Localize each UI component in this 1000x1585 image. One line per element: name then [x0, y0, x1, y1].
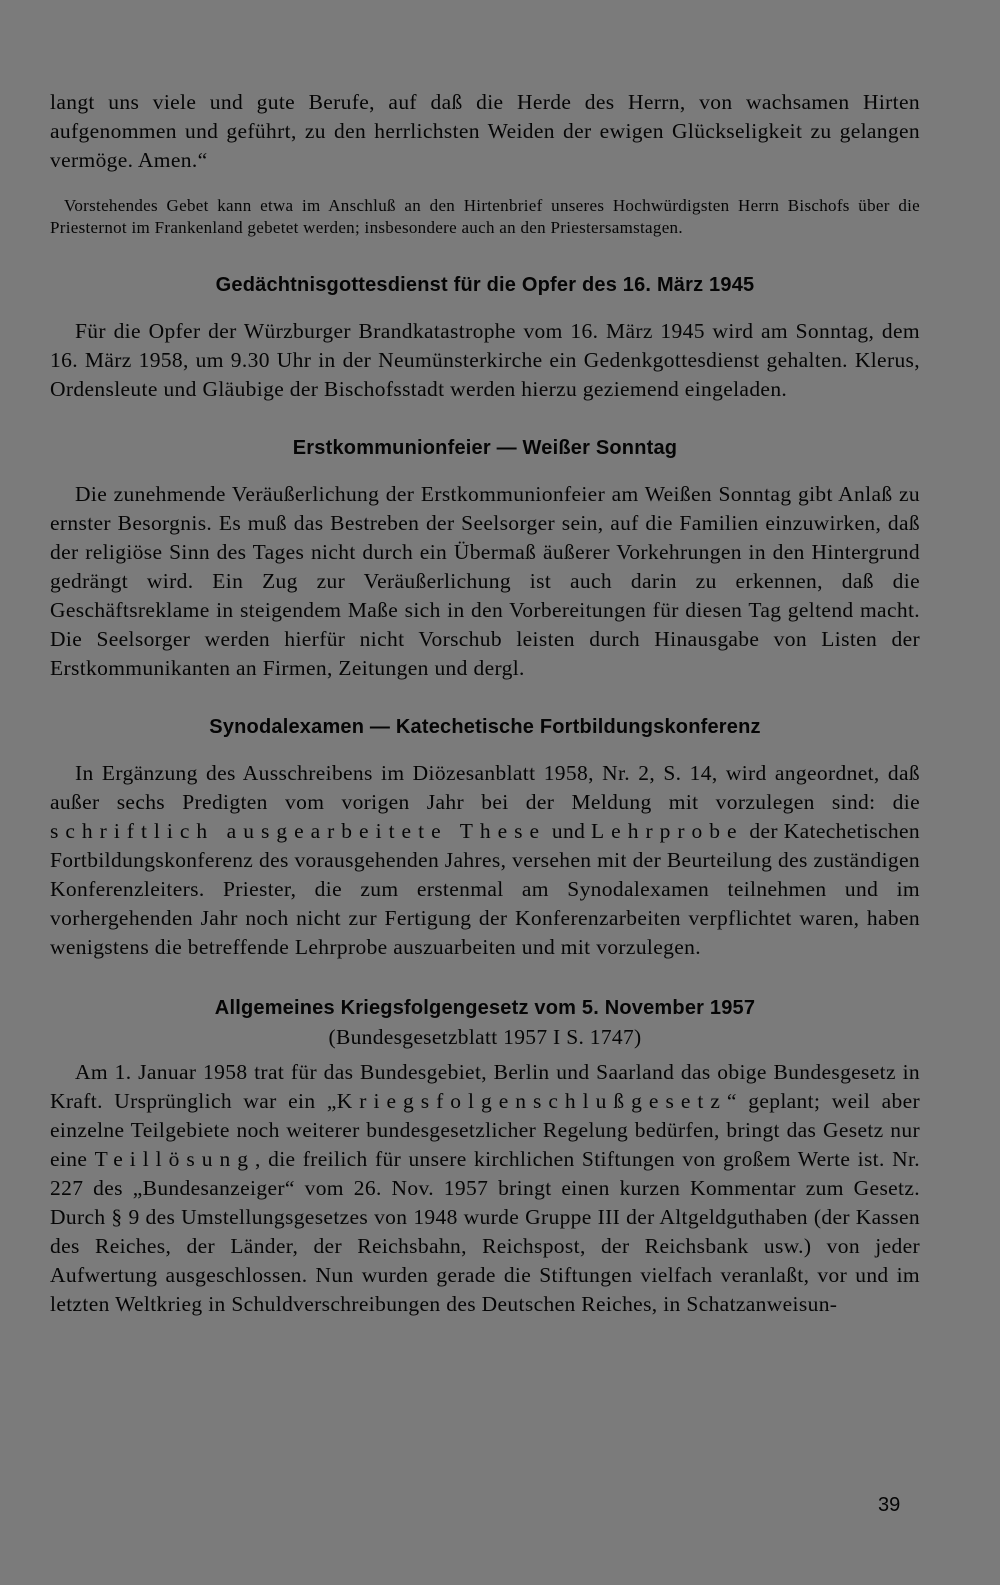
page-number: 39 [878, 1494, 901, 1516]
synodal-exam-paragraph [50, 759, 920, 962]
law-text-2: “ geplant; weil aber einzelne Teilgebiete noch weiterer bundesgesetzlicher Regelung bedürfen, bringt das Gesetz nur eine [50, 1089, 920, 1171]
section-heading-memorial-service: Gedächtnisgottesdienst für die Opfer des 16. März 1945 [215, 274, 755, 296]
synodal-exam-text-1: In Ergänzung des Ausschreibens im Diözesanblatt 1958, Nr. 2, S. 14, wird angeordnet, daß außer sechs Predigten vom vorigen Jahr bei der Meldung mit vorzulegen sind: die [50, 761, 920, 814]
law-spaced-text-1: Kriegsfolgenschlußgesetz [336, 1089, 727, 1113]
section-heading-synodal-exam: Synodalexamen — Katechetische Fortbildungskonferenz [209, 716, 761, 738]
prayer-closing-paragraph: langt uns viele und gute Berufe, auf daß die Herde des Herrn, von wachsamen Hirten aufgenommen und geführt, zu den herrlichsten Weiden der ewigen Glückseligkeit zu gelangen vermöge. Amen.“ [50, 90, 920, 172]
synodal-exam-text-3: der Katechetischen Fortbildungskonferenz des vorausgehenden Jahres, versehen mit der Beurteilung des zuständigen Konferenzleiters. Priester, die zum erstenmal am Synodalexamen teilnehmen und im vorhergehenden Jahr noch nicht zur Fertigung der Konferenzarbeiten verpflichtet waren, haben wenigstens die betreffende Lehrprobe auszuarbeiten und mit vorzulegen. [50, 819, 920, 959]
memorial-service-paragraph: Für die Opfer der Würzburger Brandkatastrophe vom 16. März 1945 wird am Sonntag, dem 16. März 1958, um 9.30 Uhr in der Neumünsterkirche ein Gedenkgottesdienst gehalten. Klerus, Ordensleute und Gläubige der Bischofsstadt werden hierzu geziemend eingeladen. [50, 319, 920, 401]
first-communion-paragraph: Die zunehmende Veräußerlichung der Erstkommunionfeier am Weißen Sonntag gibt Anlaß zu ernster Besorgnis. Es muß das Bestreben der Seelsorger sein, auf die Familien einzuwirken, daß der religiöse Sinn des Tages nicht durch ein Übermaß äußerer Vorkehrungen in den Hintergrund gedrängt wird. Ein Zug zur Veräußerlichung ist auch darin zu erkennen, daß die Geschäftsreklame in steigendem Maße sich in den Vorbereitungen für diesen Tag geltend macht. Die Seelsorger werden hierfür nicht Vorschub leisten durch Hinausgabe von Listen der Erstkommunikanten an Firmen, Zeitungen und dergl. [50, 482, 920, 680]
synodal-exam-spaced-text-1: schriftlich ausgearbeitete These [50, 819, 547, 843]
prayer-note: Vorstehendes Gebet kann etwa im Anschluß an den Hirtenbrief unseres Hochwürdigsten Herrn Bischofs über die Priesternot im Frankenland gebetet werden; insbesondere auch an den Priestersamstagen. [50, 196, 920, 237]
law-gazette-reference: (Bundesgesetzblatt 1957 I S. 1747) [328, 1025, 642, 1049]
section-heading-war-consequences-law: Allgemeines Kriegsfolgengesetz vom 5. November 1957 [214, 997, 756, 1019]
law-text-3: , die freilich für unsere kirchlichen Stiftungen von großem Werte ist. Nr. 227 des „Bundesanzeiger“ vom 26. Nov. 1957 bringt einen kurzen Kommentar zum Gesetz. Durch § 9 des Umstellungsgesetzes von 1948 wurde Gruppe III der Altgeldguthaben (der Kassen des Reiches, der Länder, der Reichsbahn, Reichspost, der Reichsbank usw.) von jeder Aufwertung ausgeschlossen. Nun wurden gerade die Stiftungen vielfach veranlaßt, vor und im letzten Weltkrieg in Schuldverschreibungen des Deutschen Reiches, in Schatzanweisun- [50, 1147, 920, 1316]
synodal-exam-spaced-text-2: Lehrprobe [591, 819, 744, 843]
war-consequences-law-paragraph [50, 1058, 920, 1319]
law-text-1: Am 1. Januar 1958 trat für das Bundesgebiet, Berlin und Saarland das obige Bundesgesetz in Kraft. Ursprünglich war ein „ [50, 1060, 920, 1113]
synodal-exam-text-2: und [546, 819, 592, 843]
law-spaced-text-2: Teillösung [94, 1147, 256, 1171]
section-heading-first-communion: Erstkommunionfeier — Weißer Sonntag [292, 437, 678, 459]
